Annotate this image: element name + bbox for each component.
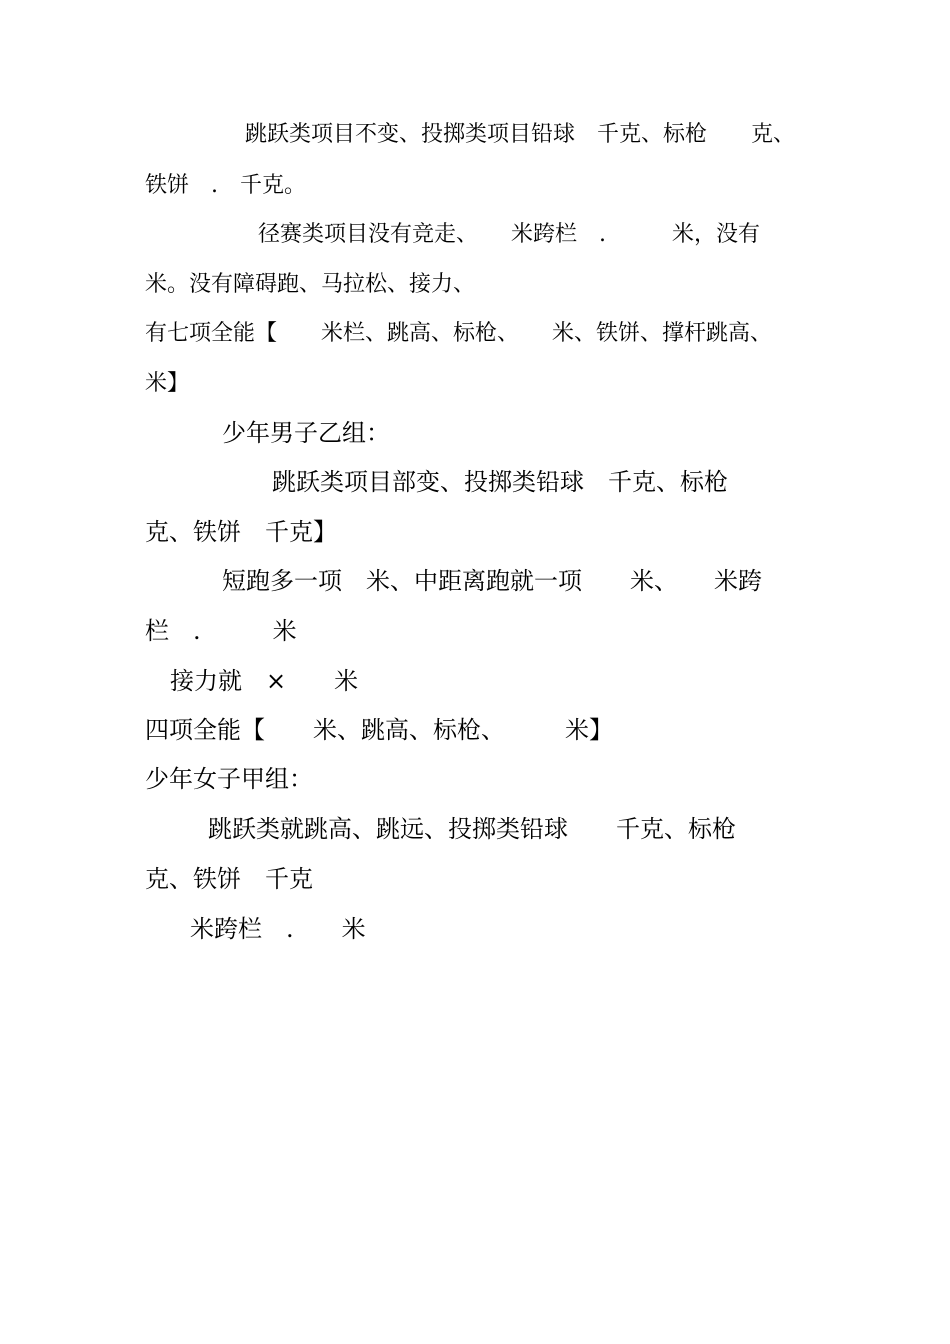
text-line-2: 铁饼 . 千克。 [145,173,306,198]
text-line-3: 径赛类项目没有竞走、 米跨栏 . 米，没有 [258,222,760,247]
text-line-16: 克、铁饼 千克 [145,865,313,893]
text-line-11: 栏 . 米 [145,617,297,645]
text-line-13: 四项全能【 米、跳高、标枪、 米】 [145,716,613,744]
text-line-1: 跳跃类项目不变、投掷类项目铅球 千克、标枪 克、 [245,122,796,147]
text-line-17: 米跨栏 . 米 [190,915,366,943]
text-line-5: 有七项全能【 米栏、跳高、标枪、 米、铁饼、撑杆跳高、 [145,321,773,346]
section-heading-girls-a: 少年女子甲组： [145,765,313,793]
text-line-6: 米】 [145,371,190,396]
text-line-9: 克、铁饼 千克】 [145,518,337,546]
text-line-12: 接力就 × 米 [170,667,359,695]
section-heading-boys-b: 少年男子乙组： [222,419,390,447]
text-line-4: 米。没有障碍跑、马拉松、接力、 [145,272,476,297]
text-line-10: 短跑多一项 米、中距离跑就一项 米、 米跨 [222,567,762,595]
text-line-15: 跳跃类就跳高、跳远、投掷类铅球 千克、标枪 [208,815,736,843]
text-line-8: 跳跃类项目部变、投掷类铅球 千克、标枪 [272,468,728,496]
